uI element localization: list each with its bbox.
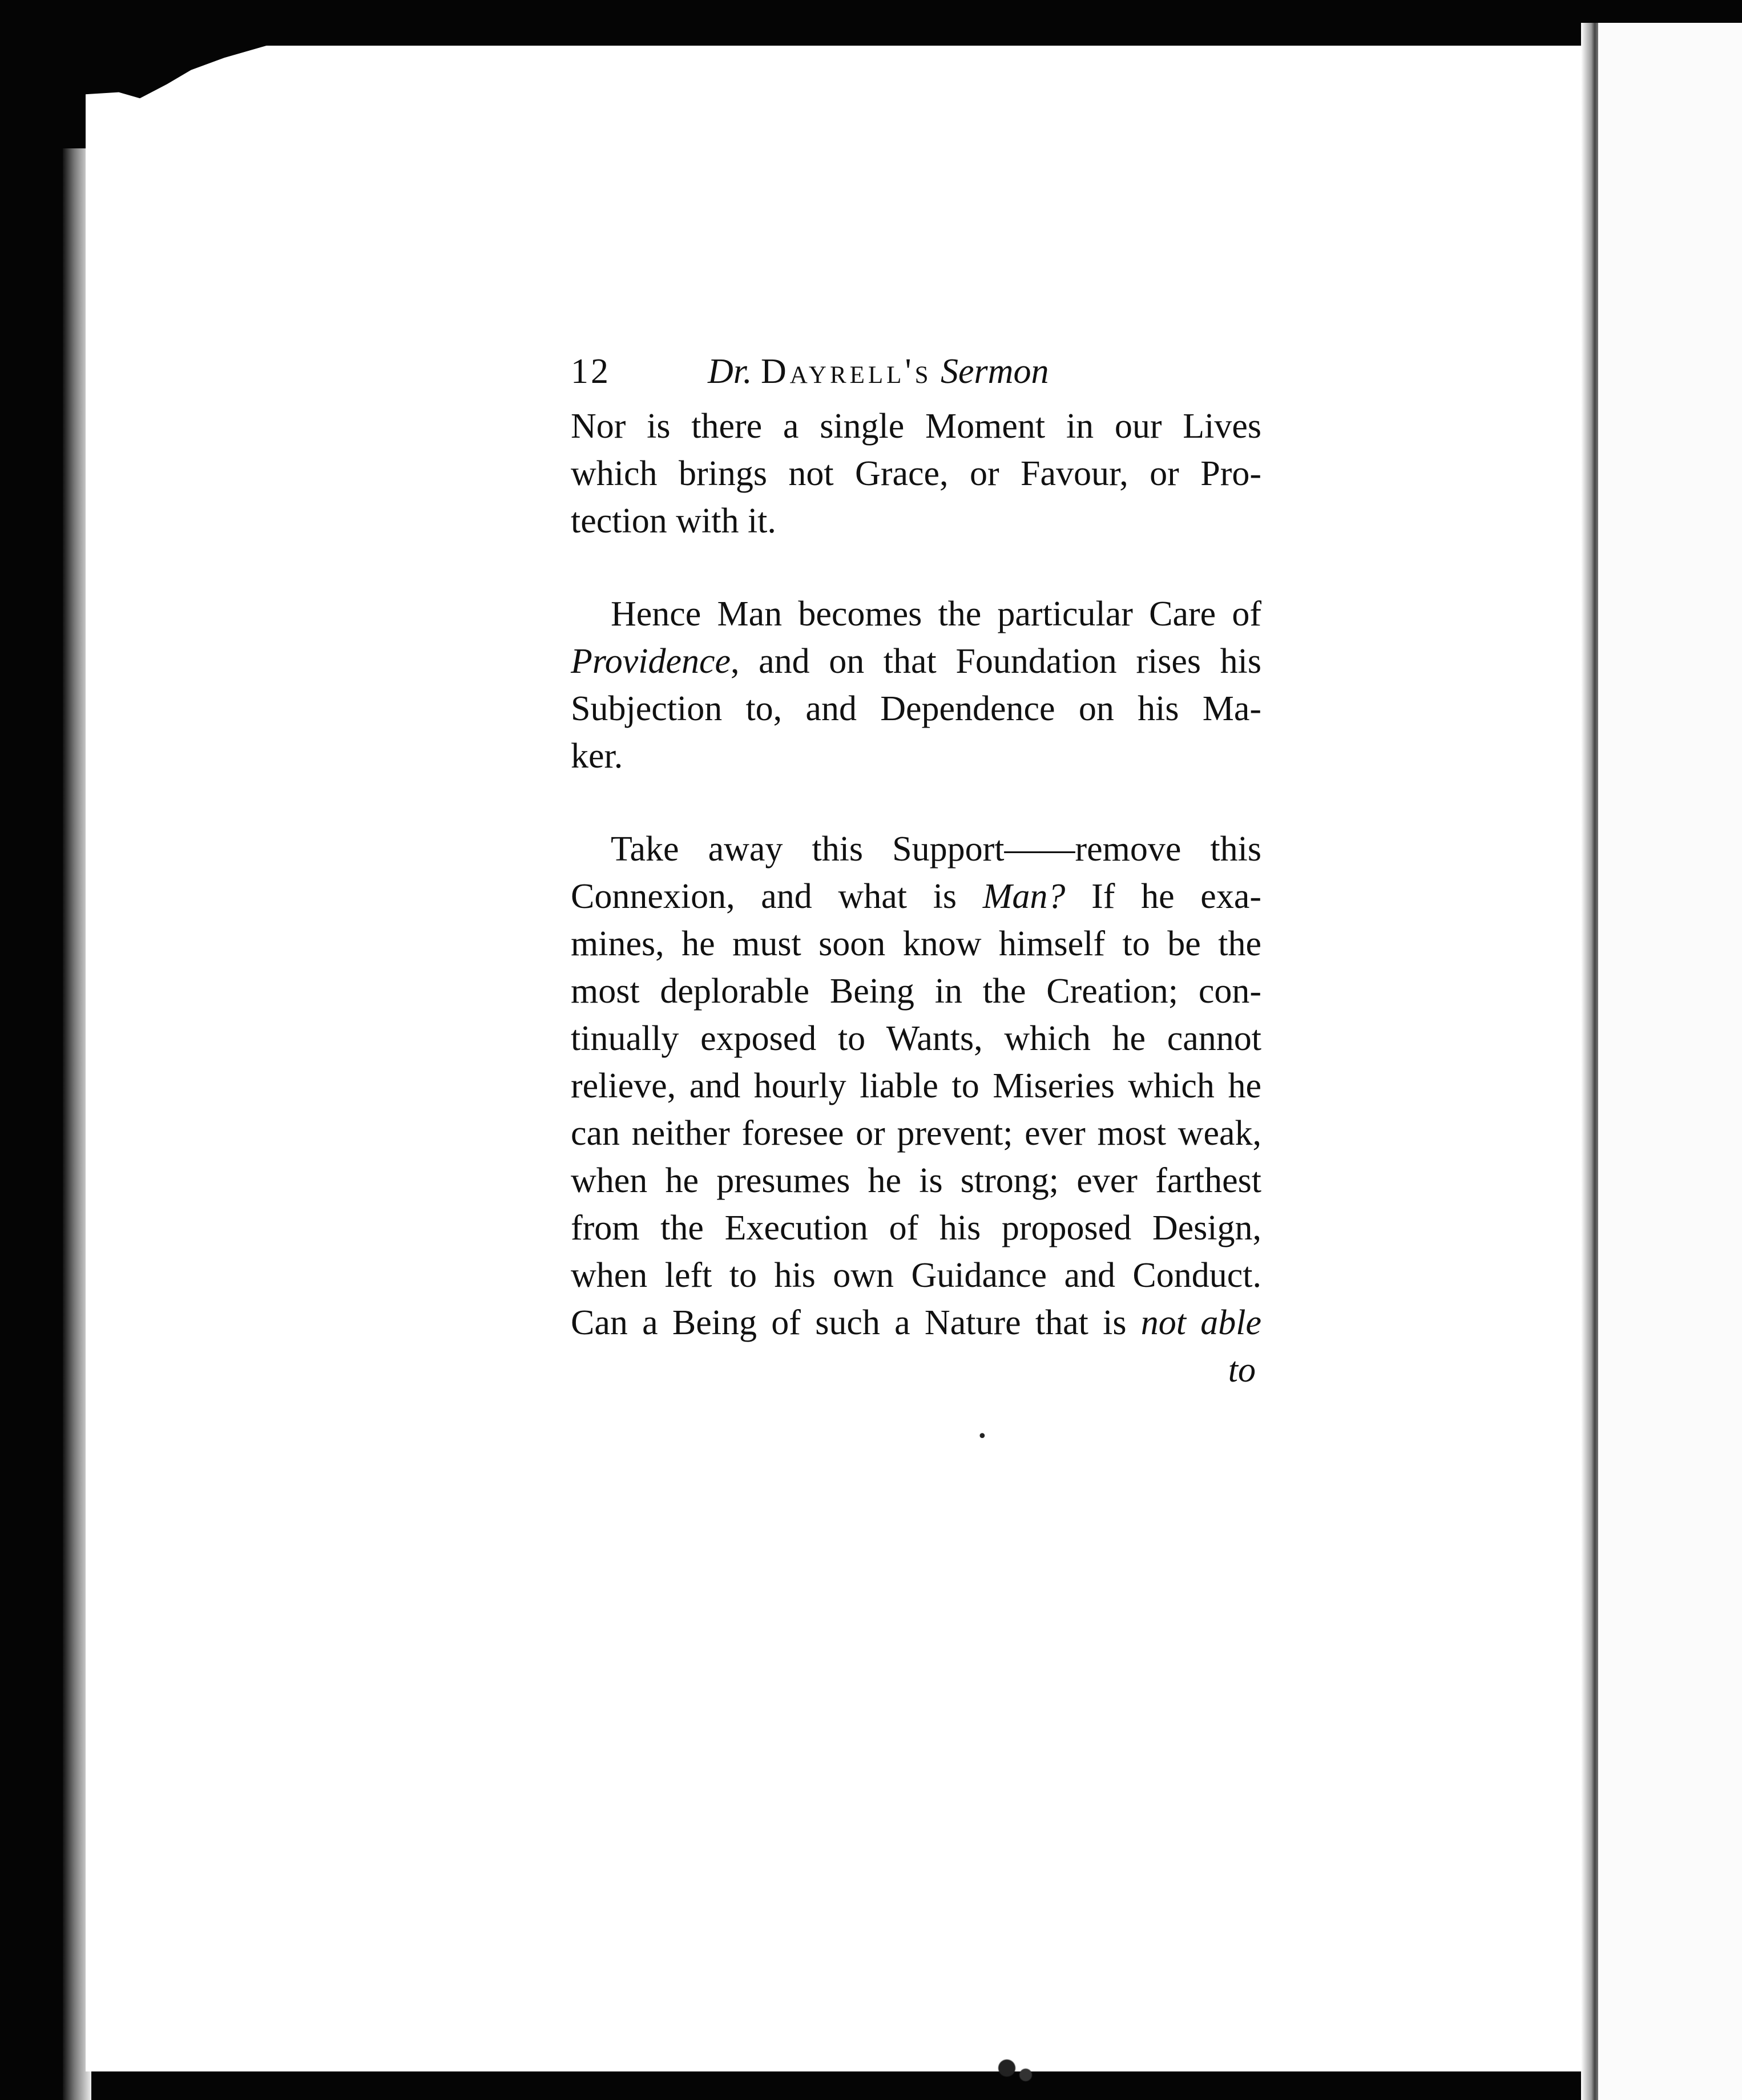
footer-mark: •	[977, 1427, 987, 1447]
text-line: relieve, and hourly liable to Miseries which he	[571, 1067, 1261, 1105]
text-line: Subjection to, and Dependence on his Ma-	[571, 689, 1261, 728]
text-line: when he presumes he is strong; ever farthest	[571, 1161, 1261, 1200]
bottom-ink-specks	[982, 2054, 1045, 2089]
catchword: to	[1228, 1351, 1256, 1390]
text-block	[571, 348, 1261, 1394]
header-title-suffix: Sermon	[941, 352, 1049, 391]
facing-page-strip	[1598, 23, 1742, 2100]
text-line: Take away this Support——remove this	[611, 830, 1261, 869]
text-line: ker.	[571, 737, 623, 776]
text-line: which brings not Grace, or Favour, or Pro-	[571, 454, 1261, 493]
paragraph-1	[571, 403, 1261, 545]
text-line: Nor is there a single Moment in our Lives	[571, 407, 1261, 446]
text-line: tinually exposed to Wants, which he cannot	[571, 1019, 1261, 1058]
text-line: Connexion, and what is Man? If he exa-	[571, 877, 1261, 916]
running-head	[571, 348, 1261, 403]
text-line: tection with it.	[571, 502, 776, 540]
text-line: Can a Being of such a Nature that is not able	[571, 1303, 1261, 1342]
header-title-name: Dayrell's	[761, 352, 932, 391]
text-line: when left to his own Guidance and Conduct.	[571, 1256, 1261, 1295]
text-line: from the Execution of his proposed Design,	[571, 1209, 1261, 1247]
text-line: most deplorable Being in the Creation; con-	[571, 972, 1261, 1011]
page-number: 12	[571, 352, 611, 391]
paragraph-3	[571, 826, 1261, 1347]
header-title-prefix: Dr.	[708, 352, 752, 391]
text-line: Hence Man becomes the particular Care of	[611, 595, 1261, 633]
text-line: can neither foresee or prevent; ever most weak,	[571, 1114, 1261, 1153]
text-line: Providence, and on that Foundation rises his	[571, 642, 1261, 681]
paragraph-2	[571, 591, 1261, 780]
header-title	[708, 348, 1049, 395]
text-line: mines, he must soon know himself to be the	[571, 924, 1261, 963]
